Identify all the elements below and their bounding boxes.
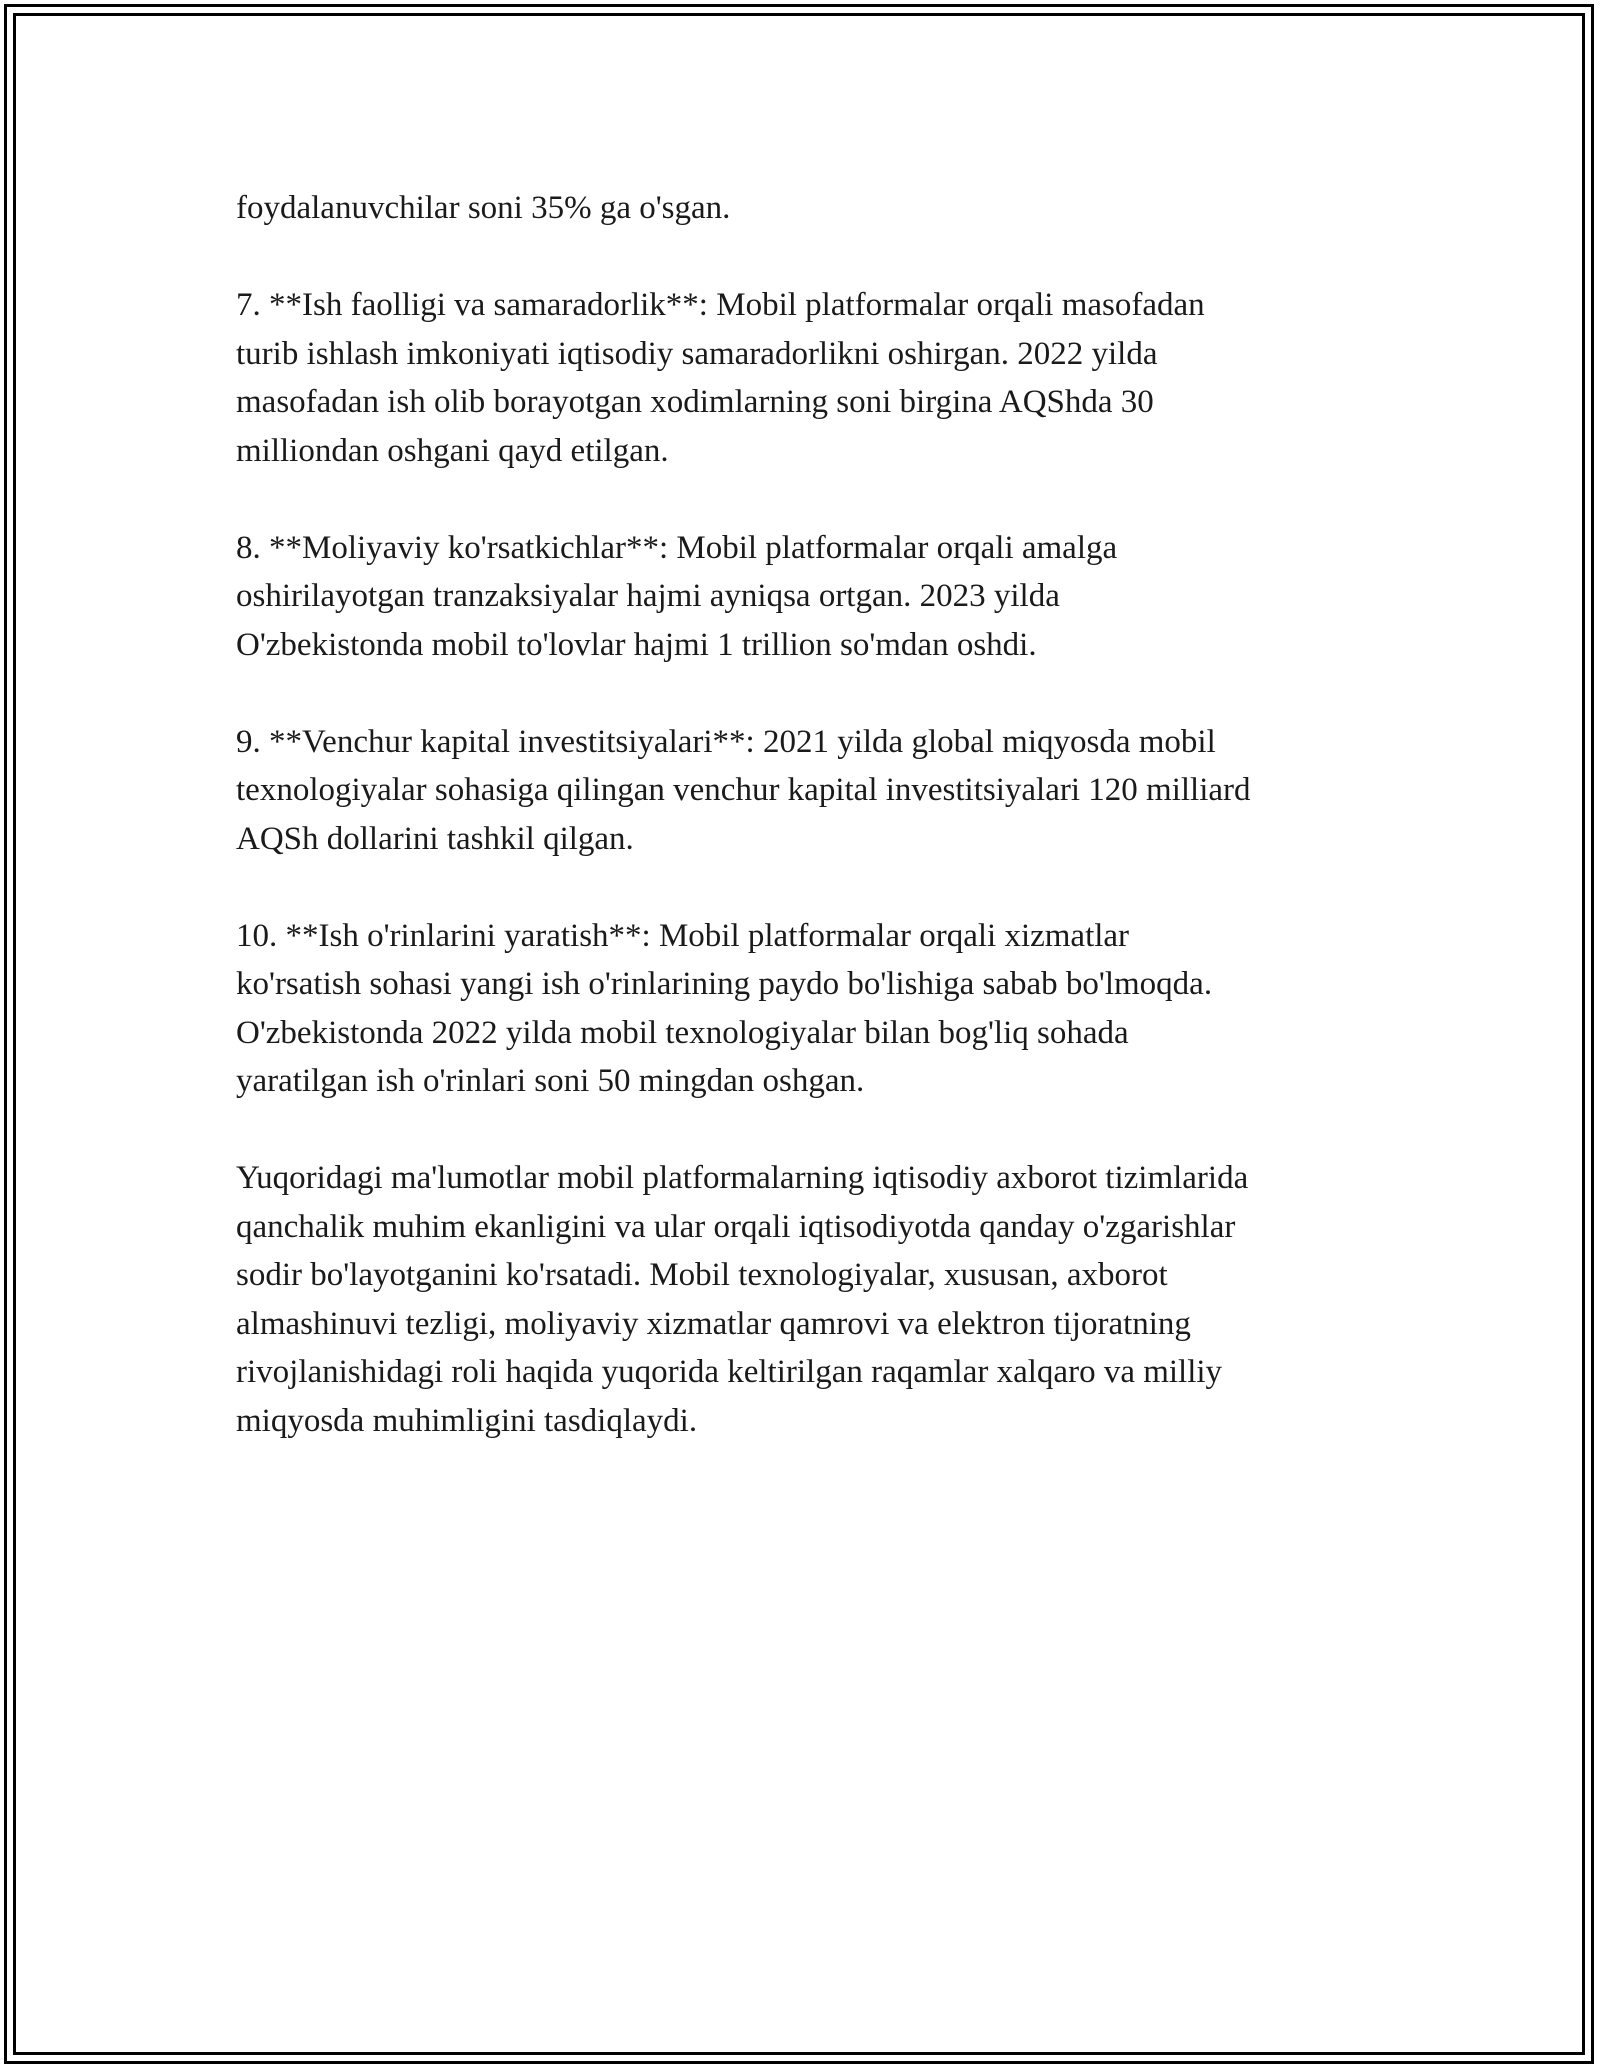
paragraph-continuation: foydalanuvchilar soni 35% ga o'sgan. <box>236 190 731 226</box>
paragraph-item-8: 8. **Moliyaviy ko'rsatkichlar**: Mobil platformalar orqali amalga oshirilayotgan tranzaksiyalar hajmi ayniqsa ortgan. 2023 yilda O'zbekistonda mobil to'lovlar hajmi 1 trillion so'mdan oshdi. <box>236 529 1118 663</box>
document-body <box>236 184 1386 1494</box>
paragraph-item-9: 9. **Venchur kapital investitsiyalari**: 2021 yilda global miqyosda mobil texnologiyalar sohasiga qilingan venchur kapital investitsiyalari 120 milliard AQSh dollarini tashkil qilgan. <box>236 723 1251 857</box>
paragraph-conclusion: Yuqoridagi ma'lumotlar mobil platformalarning iqtisodiy axborot tizimlarida qanchalik muhim ekanligini va ular orqali iqtisodiyotda qanday o'zgarishlar sodir bo'layotganini ko'rsatadi. Mobil texnologiyalar, xususan, axborot almashinuvi tezligi, moliyaviy xizmatlar qamrovi va elektron tijoratning rivojlanishidagi roli haqida yuqorida keltirilgan raqamlar xalqaro va milliy miqyosda muhimligini tasdiqlaydi. <box>236 1160 1249 1439</box>
paragraph-item-7: 7. **Ish faolligi va samaradorlik**: Mobil platformalar orqali masofadan turib ishlash imkoniyati iqtisodiy samaradorlikni oshirgan. 2022 yilda masofadan ish olib borayotgan xodimlarning soni birgina AQShda 30 milliondan oshgani qayd etilgan. <box>236 287 1205 469</box>
paragraph-item-10: 10. **Ish o'rinlarini yaratish**: Mobil platformalar orqali xizmatlar ko'rsatish sohasi yangi ish o'rinlarining paydo bo'lishiga sabab bo'lmoqda. O'zbekistonda 2022 yilda mobil texnologiyalar bilan bog'liq sohada yaratilgan ish o'rinlari soni 50 mingdan oshgan. <box>236 917 1213 1099</box>
